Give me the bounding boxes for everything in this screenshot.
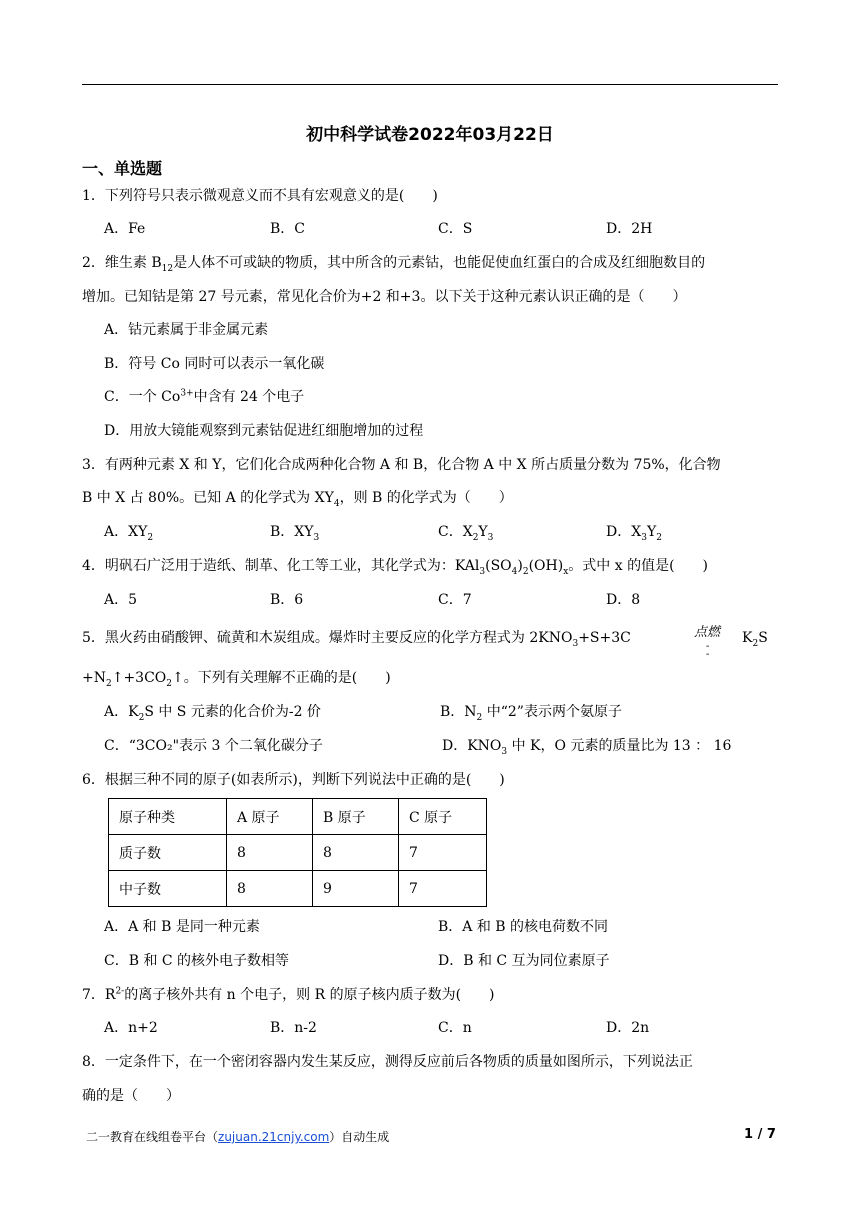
table-cell: 质子数	[109, 835, 227, 871]
q2-option-b: B．符号 Co 同时可以表示一氧化碳	[104, 356, 325, 372]
q2-option-c: C．一个 $Co^{3+}$中含有 24 个电子	[104, 388, 305, 405]
table-row	[109, 799, 487, 835]
table-cell: 8	[313, 835, 399, 871]
table-cell: 7	[399, 871, 487, 907]
table-row	[109, 835, 487, 871]
q5-option-d: D．$KNO_3$ 中 K，O 元素的质量比为 13 ： 16	[442, 738, 732, 757]
q3-option-b: B．$XY_3$	[270, 524, 320, 543]
reaction-arrow: - -	[706, 641, 710, 660]
q6-option-c: C．B 和 C 的核外电子数相等	[104, 953, 290, 969]
table-cell: 7	[399, 835, 487, 871]
q4-option-b: B．6	[270, 592, 304, 608]
q2-option-a: A．钴元素属于非金属元素	[104, 322, 269, 338]
reaction-product: $K_2S$	[742, 630, 768, 649]
q7-option-d: D．2n	[606, 1020, 650, 1036]
question-2-line-1: 2．维生素 $B_{12}$是人体不可或缺的物质，其中所含的元素钴，也能促使血红蛋白的合成及红细胞数目的	[82, 255, 706, 274]
table-cell: 中子数	[109, 871, 227, 907]
q2-option-d: D．用放大镜能观察到元素钴促进红细胞增加的过程	[104, 423, 424, 439]
q1-option-b: B．C	[270, 221, 305, 237]
header-rule	[82, 84, 778, 85]
q5-option-b: B．$N_2$ 中“2”表示两个氨原子	[440, 704, 622, 723]
footer-source: 二一教育在线组卷平台（zujuan.21cnjy.com）自动生成	[86, 1130, 390, 1144]
q3-option-a: A．$XY_2$	[104, 524, 154, 543]
q7-option-c: C．n	[438, 1020, 472, 1036]
q6-option-b: B．A 和 B 的核电荷数不同	[438, 919, 609, 935]
question-3-line-2: B 中 X 占 80%。已知 A 的化学式为 $XY_4$，则 B 的化学式为（ ）	[82, 490, 513, 509]
q4-option-d: D．8	[606, 592, 641, 608]
q6-option-a: A．A 和 B 是同一种元素	[104, 919, 260, 935]
question-6-stem: 6．根据三种不同的原子(如表所示)，判断下列说法中正确的是( )	[82, 772, 505, 788]
question-8-line-2: 确的是（ ）	[82, 1088, 180, 1104]
page-title: 初中科学试卷2022年03月22日	[306, 125, 554, 145]
table-cell: B 原子	[313, 799, 399, 835]
q5-option-a: A．$K_2S$ 中 S 元素的化合价为-2 价	[104, 704, 321, 723]
question-4-stem: 4．明矾石广泛用于造纸、制革、化工等工业，其化学式为：$KAl_3(SO_4)_2(OH)_x$。式中 x 的值是( )	[82, 558, 709, 577]
q4-option-a: A．5	[104, 592, 138, 608]
table-cell: 8	[227, 835, 313, 871]
question-5-line-2: $+N_2↑+3CO_2↑$。下列有关理解不正确的是( )	[82, 670, 391, 689]
page-number: 1 / 7	[744, 1127, 776, 1142]
q4-option-c: C．7	[438, 592, 472, 608]
section-heading: 一、单选题	[82, 159, 163, 178]
q7-option-b: B．n-2	[270, 1020, 317, 1036]
q3-option-c: C．$X_2Y_3$	[438, 524, 494, 543]
question-7-stem: 7．$R^{2-}$的离子核外共有 n 个电子，则 R 的原子核内质子数为( )	[82, 986, 495, 1003]
table-cell: 9	[313, 871, 399, 907]
table-row	[109, 871, 487, 907]
question-5-line-1: 5．黑火药由硝酸钾、硫黄和木炭组成。爆炸时主要反应的化学方程式为 $2KNO_3+S+3C$	[82, 630, 631, 649]
table-cell: 8	[227, 871, 313, 907]
table-cell: A 原子	[227, 799, 313, 835]
reaction-condition: 点燃	[694, 625, 721, 640]
table-cell: 原子种类	[109, 799, 227, 835]
q1-option-d: D．2H	[606, 221, 653, 237]
q1-option-a: A．Fe	[104, 221, 146, 237]
question-3-line-1: 3．有两种元素 X 和 Y，它们化合成两种化合物 A 和 B，化合物 A 中 X 所占质量分数为 75%，化合物	[82, 457, 721, 473]
q1-option-c: C．S	[438, 221, 473, 237]
question-1-stem: 1．下列符号只表示微观意义而不具有宏观意义的是( )	[82, 188, 438, 204]
q7-option-a: A．n+2	[104, 1020, 158, 1036]
table-cell: C 原子	[399, 799, 487, 835]
q3-option-d: D．$X_3Y_2$	[606, 524, 662, 543]
question-8-line-1: 8．一定条件下，在一个密闭容器内发生某反应，测得反应前后各物质的质量如图所示，下列说法正	[82, 1054, 693, 1070]
atom-table	[108, 798, 487, 907]
question-2-line-2: 增加。已知钴是第 27 号元素，常见化合价为+2 和+3。以下关于这种元素认识正确的是（ ）	[82, 289, 687, 305]
source-link[interactable]: zujuan.21cnjy.com	[218, 1130, 330, 1144]
q6-option-d: D．B 和 C 互为同位素原子	[438, 953, 610, 969]
q5-option-c: C．“3CO₂"表示 3 个二氧化碳分子	[104, 738, 323, 754]
